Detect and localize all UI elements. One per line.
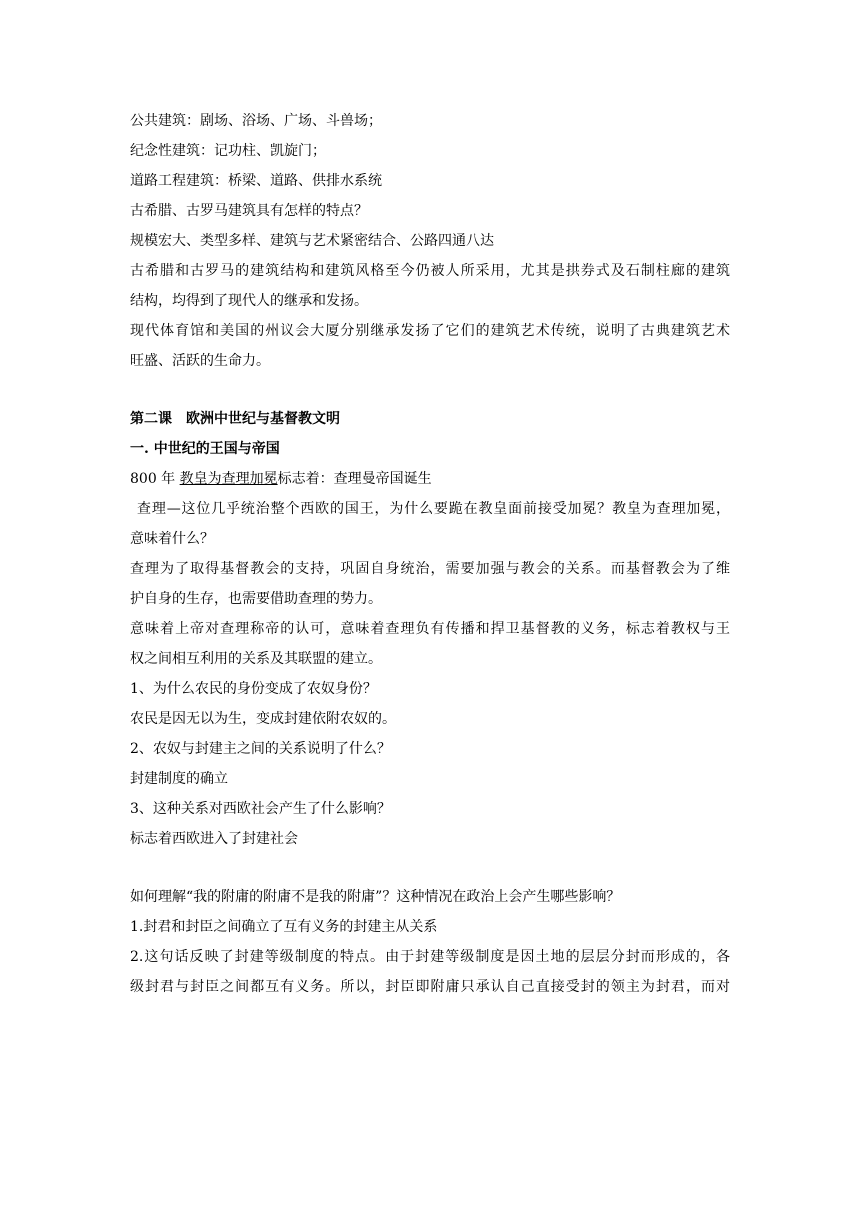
answer-line: 农民是因无以为生，变成封建依附农奴的。 bbox=[130, 711, 396, 727]
answer-line: 护自身的生存，也需要借助查理的势力。 bbox=[130, 591, 382, 607]
text-line: 纪念性建筑：记功柱、凯旋门； bbox=[130, 143, 326, 159]
question-line: 意味着什么？ bbox=[130, 531, 214, 547]
question-line: 1、为什么农民的身份变成了农奴身份？ bbox=[130, 681, 377, 697]
section-heading: 一. 中世纪的王国与帝国 bbox=[130, 441, 280, 457]
question-line: 古希腊、古罗马建筑具有怎样的特点？ bbox=[130, 203, 368, 219]
paragraph-line: 结构，均得到了现代人的继承和发扬。 bbox=[130, 293, 368, 309]
question-line: 3、这种关系对西欧社会产生了什么影响？ bbox=[130, 801, 391, 817]
event-year: 800 年 bbox=[130, 471, 176, 487]
answer-line: 权之间相互利用的关系及其联盟的建立。 bbox=[130, 651, 382, 667]
event-name: 教皇为查理加冕 bbox=[179, 471, 278, 487]
text-line: 道路工程建筑：桥梁、道路、供排水系统 bbox=[130, 173, 382, 189]
answer-line: 1.封君和封臣之间确立了互有义务的封建主从关系 bbox=[130, 919, 438, 935]
answer-line: 标志着西欧进入了封建社会 bbox=[130, 831, 298, 847]
answer-line: 级封君与封臣之间都互有义务。所以，封臣即附庸只承认自己直接受封的领主为封君，而对 bbox=[130, 979, 730, 995]
answer-line: 2.这句话反映了封建等级制度的特点。由于封建等级制度是因土地的层层分封而形成的，各 bbox=[130, 949, 730, 965]
document-page bbox=[130, 106, 730, 1002]
answer-line: 规模宏大、类型多样、建筑与艺术紧密结合、公路四通八达 bbox=[130, 233, 494, 249]
answer-line: 查理为了取得基督教会的支持，巩固自身统治，需要加强与教会的关系。而基督教会为了维 bbox=[130, 561, 730, 577]
event-meaning: 标志着：查理曼帝国诞生 bbox=[277, 471, 432, 487]
question-line: 查理—这位几乎统治整个西欧的国王，为什么要跪在教皇面前接受加冕？教皇为查理加冕， bbox=[137, 501, 730, 517]
lesson-title: 第二课 欧洲中世纪与基督教文明 bbox=[130, 411, 340, 427]
text-line: 公共建筑：剧场、浴场、广场、斗兽场； bbox=[130, 113, 382, 129]
answer-line: 意味着上帝对查理称帝的认可，意味着查理负有传播和捍卫基督教的义务，标志着教权与王 bbox=[130, 621, 730, 637]
question-line: 2、农奴与封建主之间的关系说明了什么？ bbox=[130, 741, 391, 757]
answer-line: 封建制度的确立 bbox=[130, 771, 228, 787]
event-line bbox=[130, 464, 730, 494]
paragraph-line: 现代体育馆和美国的州议会大厦分别继承发扬了它们的建筑艺术传统，说明了古典建筑艺术 bbox=[130, 323, 730, 339]
paragraph-line: 旺盛、活跃的生命力。 bbox=[130, 353, 270, 369]
paragraph-line: 古希腊和古罗马的建筑结构和建筑风格至今仍被人所采用，尤其是拱券式及石制柱廊的建筑 bbox=[130, 263, 730, 279]
question-line: 如何理解“我的附庸的附庸不是我的附庸”？这种情况在政治上会产生哪些影响？ bbox=[130, 889, 621, 905]
